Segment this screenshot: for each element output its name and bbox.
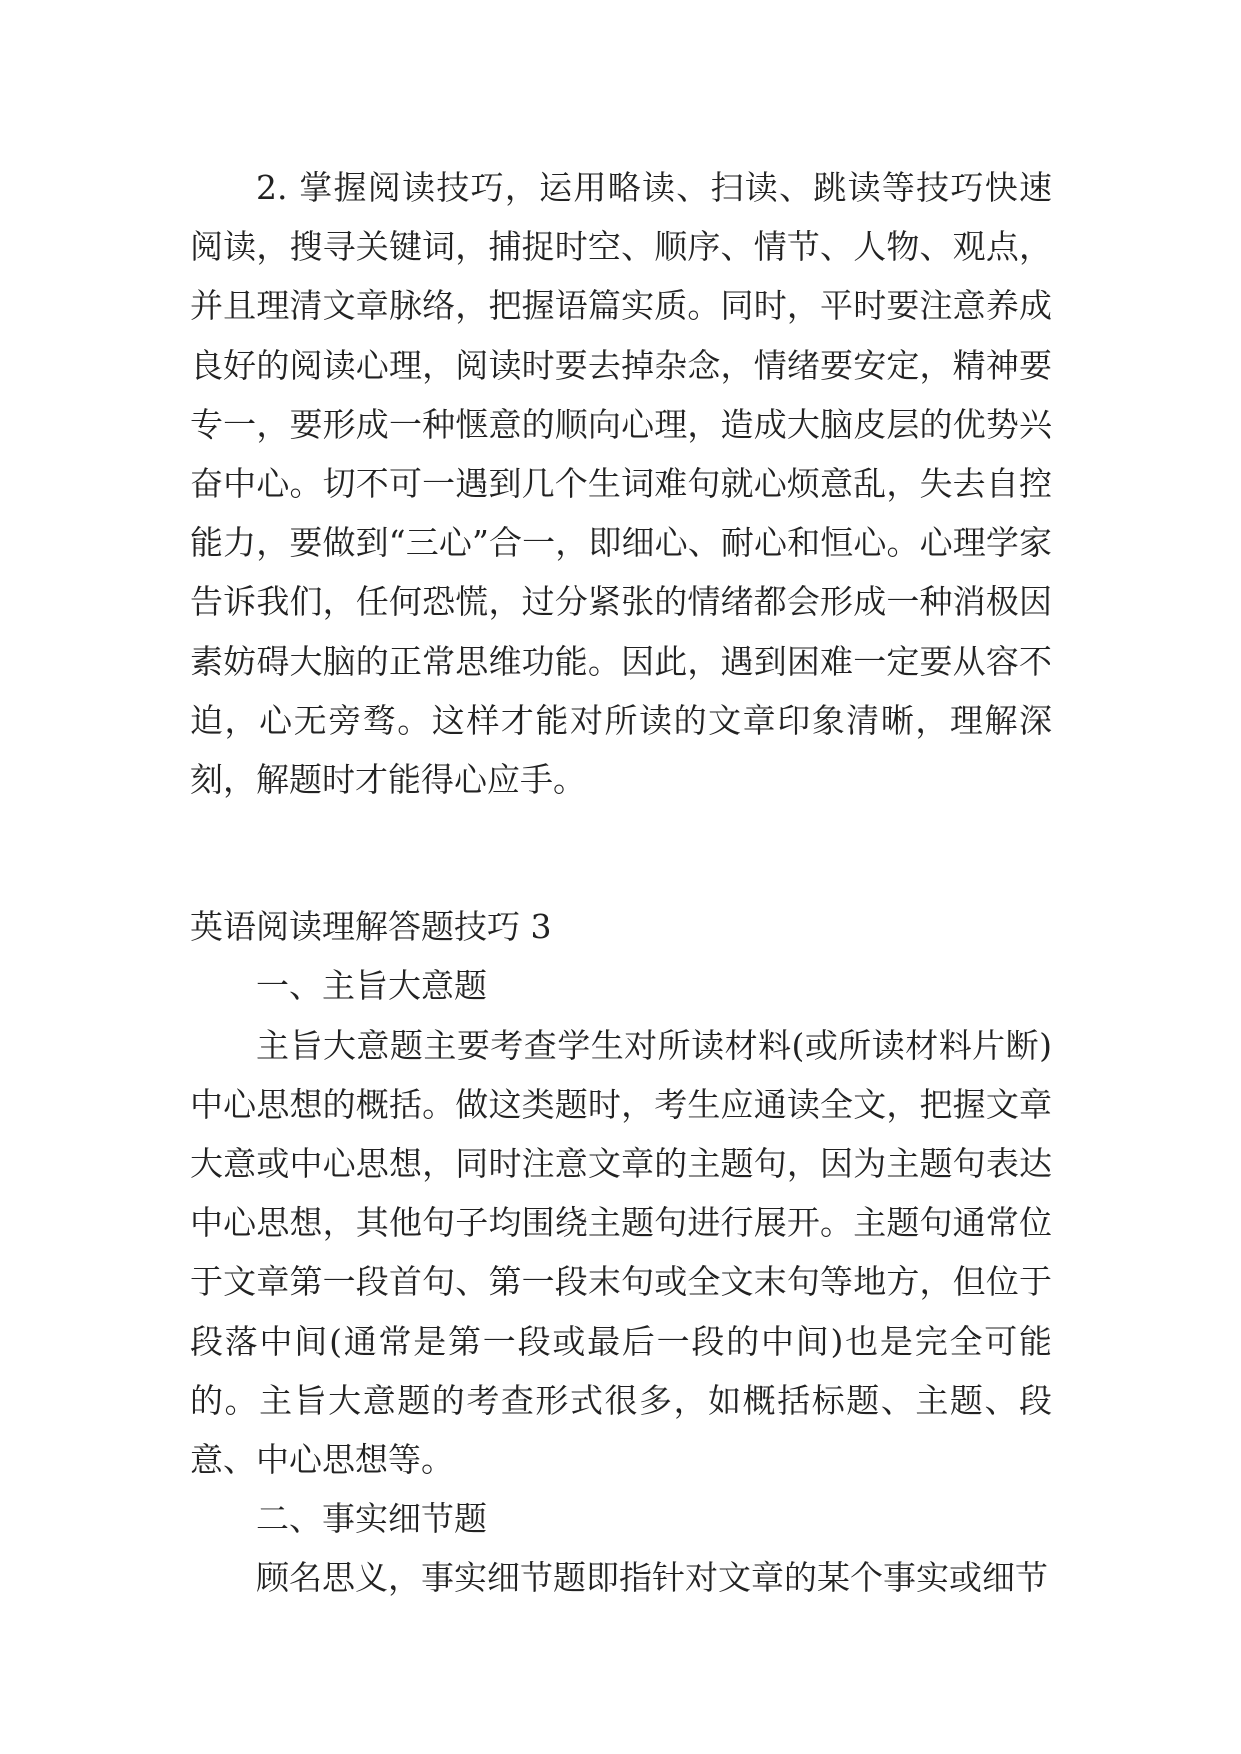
- paragraph-main-idea: 主旨大意题主要考查学生对所读材料(或所读材料片断)中心思想的概括。做这类题时，考生应通读全文，把握文章大意或中心思想，同时注意文章的主题句，因为主题句表达中心思想，其他句子均围绕主题句进行展开。主题句通常位于文章第一段首句、第一段末句或全文末句等地方，但位于段落中间(通常是第一段或最后一段的中间)也是完全可能的。主旨大意题的考查形式很多，如概括标题、主题、段意、中心思想等。: [190, 1025, 1052, 1480]
- paragraph-fact-detail: 顾名思义，事实细节题即指针对文章的某个事实或细节: [256, 1558, 1048, 1598]
- paragraph-reading-skills: 2. 掌握阅读技巧，运用略读、扫读、跳读等技巧快速阅读，搜寻关键词，捕捉时空、顺序、情节、人物、观点，并且理清文章脉络，把握语篇实质。同时，平时要注意养成良好的阅读心理，阅读时要去掉杂念，情绪要安定，精神要专一，要形成一种惬意的顺向心理，造成大脑皮层的优势兴奋中心。切不可一遇到几个生词难句就心烦意乱，失去自控能力，要做到“三心”合一，即细心、耐心和恒心。心理学家告诉我们，任何恐慌，过分紧张的情绪都会形成一种消极因素妨碍大脑的正常思维功能。因此，遇到困难一定要从容不迫，心无旁骛。这样才能对所读的文章印象清晰，理解深刻，解题时才能得心应手。: [190, 168, 1052, 800]
- heading-main-idea: 一、主旨大意题: [256, 966, 487, 1006]
- section-title: 英语阅读理解答题技巧 3: [190, 907, 552, 947]
- document-body: [190, 158, 1052, 1608]
- heading-fact-detail: 二、事实细节题: [256, 1499, 487, 1539]
